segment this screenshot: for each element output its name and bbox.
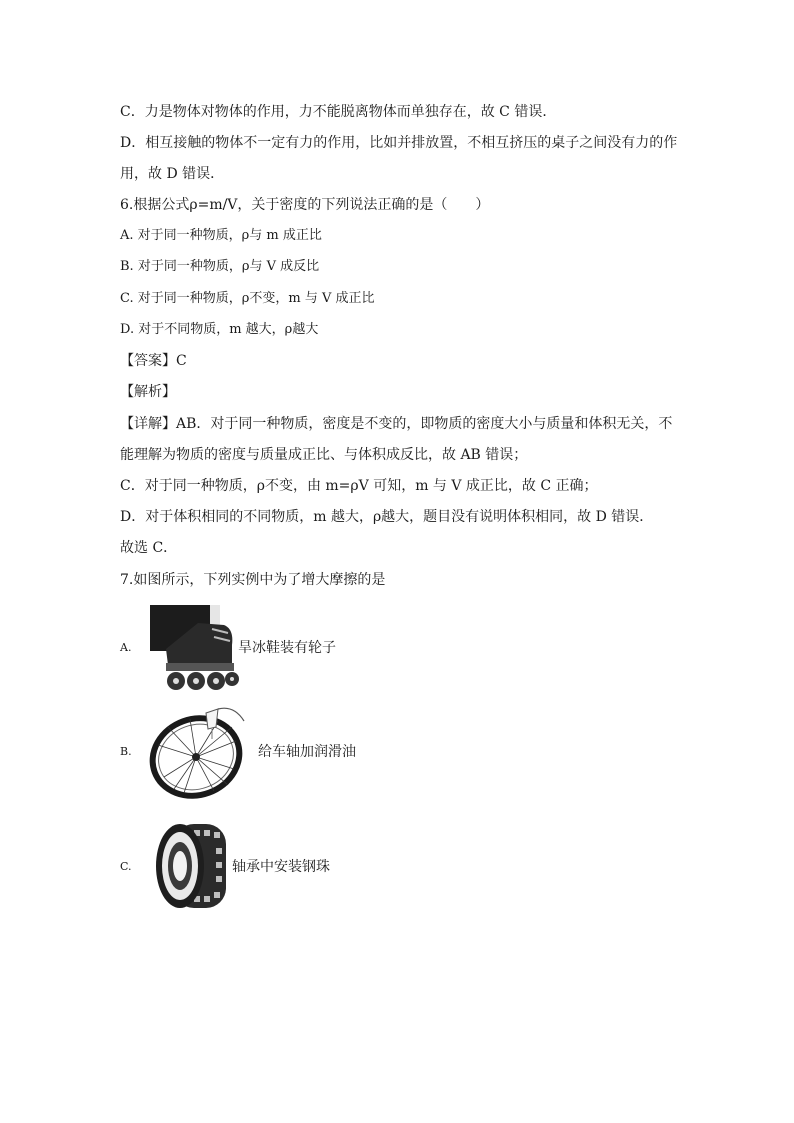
detail-line-2: 能理解为物质的密度与质量成正比、与体积成反比，故 AB 错误； — [120, 447, 528, 463]
roller-skate-icon — [148, 605, 240, 693]
question-6-option-b: B. 对于同一种物质，ρ与 V 成反比 — [120, 259, 320, 274]
figure-a-label: A. — [120, 641, 132, 654]
prev-option-d-text-1: D．相互接触的物体不一定有力的作用，比如并排放置，不相互挤压的桌子之间没有力的作 — [120, 135, 678, 151]
figure-b — [120, 705, 420, 800]
answer-line: 【答案】C — [120, 353, 187, 369]
question-6-option-c: C. 对于同一种物质，ρ不变，m 与 V 成正比 — [120, 291, 375, 306]
detail-line-4: D．对于体积相同的不同物质，m 越大，ρ越大，题目没有说明体积相同，故 D 错误． — [120, 509, 654, 525]
figure-c-caption: 轴承中安装钢珠 — [232, 859, 330, 875]
question-6-option-d: D. 对于不同物质，m 越大，ρ越大 — [120, 322, 319, 337]
figure-c-label: C. — [120, 860, 132, 873]
figure-b-caption: 给车轴加润滑油 — [258, 744, 356, 760]
ball-bearing-icon — [150, 818, 236, 914]
figure-a — [120, 605, 420, 695]
question-6-stem: 6.根据公式ρ=m/V，关于密度的下列说法正确的是（ ） — [120, 197, 490, 213]
figure-b-label: B. — [120, 745, 132, 758]
prev-option-d-text-2: 用，故 D 错误． — [120, 166, 225, 182]
analysis-heading: 【解析】 — [120, 384, 176, 400]
question-6-option-a: A. 对于同一种物质，ρ与 m 成正比 — [120, 228, 322, 243]
detail-line-3: C．对于同一种物质，ρ不变，由 m=ρV 可知，m 与 V 成正比，故 C 正确； — [120, 478, 598, 494]
conclusion-line: 故选 C． — [120, 540, 178, 556]
figure-c — [120, 818, 420, 918]
detail-line-1: 【详解】AB．对于同一种物质，密度是不变的，即物质的密度大小与质量和体积无关，不 — [120, 416, 673, 432]
figure-a-caption: 旱冰鞋装有轮子 — [238, 640, 336, 656]
prev-option-c-text: C．力是物体对物体的作用，力不能脱离物体而单独存在，故 C 错误． — [120, 104, 557, 120]
bicycle-wheel-icon — [144, 705, 254, 800]
question-7-stem: 7.如图所示，下列实例中为了增大摩擦的是 — [120, 572, 386, 588]
